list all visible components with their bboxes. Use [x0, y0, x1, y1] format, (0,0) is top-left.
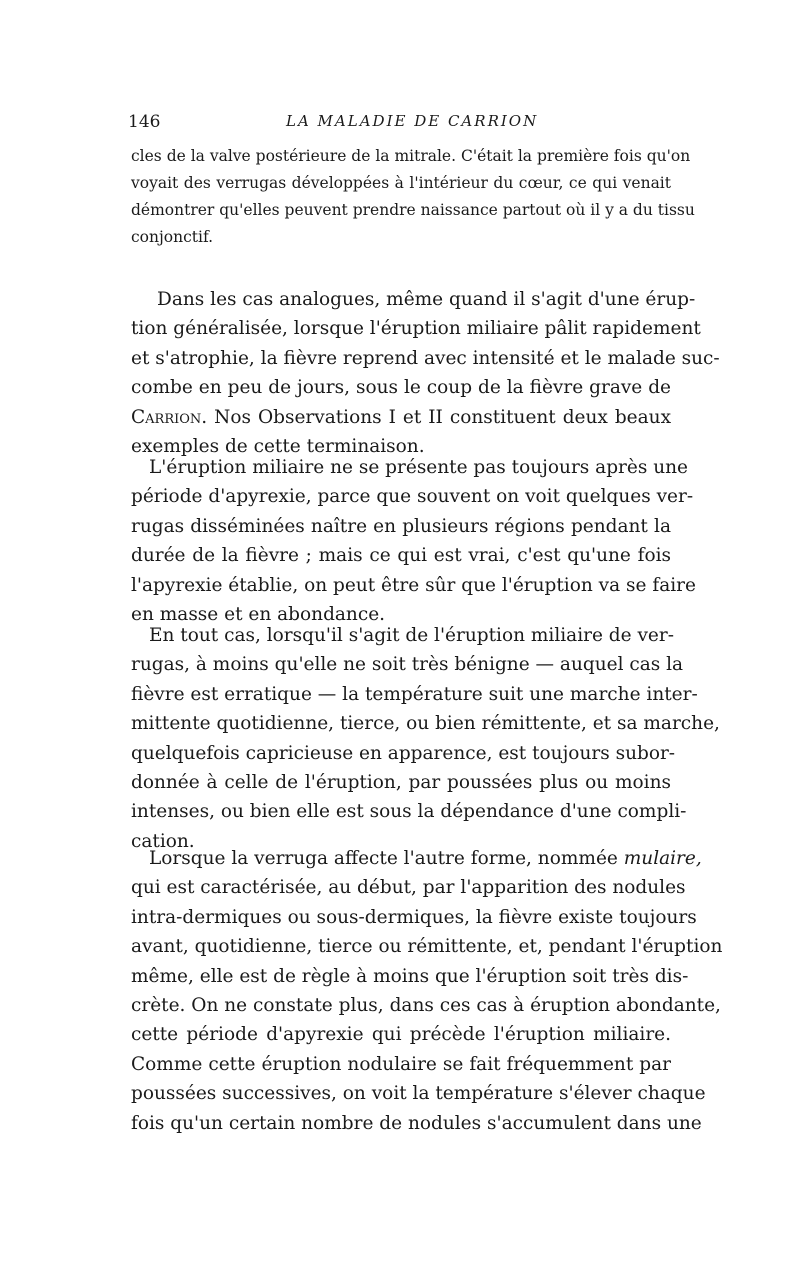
running-header — [128, 112, 673, 136]
text-line: tion généralisée, lorsque l'éruption miliaire pâlit rapidement — [131, 318, 701, 340]
text-line: avant, quotidienne, tierce ou rémittente, et, pendant l'éruption — [131, 936, 723, 958]
text-line: combe en peu de jours, sous le coup de la fièvre grave de — [131, 377, 671, 399]
text-line: quelquefois capricieuse en apparence, est toujours subor- — [131, 742, 676, 764]
text-line: durée de la fièvre ; mais ce qui est vrai, c'est qu'une fois — [131, 545, 671, 567]
text-line: fois qu'un certain nombre de nodules s'accumulent dans une — [131, 1112, 702, 1134]
text-fragment: Lorsque la verruga affecte l'autre forme, nommée — [149, 848, 624, 869]
text-line: qui est caractérisée, au début, par l'apparition des nodules — [131, 877, 686, 899]
text-line: rugas disséminées naître en plusieurs régions pendant la — [131, 515, 671, 537]
author-name: Carrion — [131, 406, 202, 428]
text-line: rugas, à moins qu'elle ne soit très bénigne — auquel cas la — [131, 654, 684, 676]
italic-term: mulaire, — [623, 848, 702, 869]
text-line: et s'atrophie, la fièvre reprend avec intensité et le malade suc- — [131, 347, 720, 369]
text-line: période d'apyrexie, parce que souvent on voit quelques ver- — [131, 486, 694, 508]
paragraph-analogous-cases — [131, 285, 720, 461]
text-line: Comme cette éruption nodulaire se fait fréquemment par — [131, 1053, 671, 1075]
text-line: en masse et en abondance. — [131, 603, 386, 625]
text-line: crète. On ne constate plus, dans ces cas à éruption abondante, — [131, 994, 721, 1016]
text-line: intra-dermiques ou sous-dermiques, la fièvre existe toujours — [131, 906, 697, 928]
text-line: cation. — [131, 830, 195, 852]
text-line: poussées successives, on voit la température s'élever chaque — [131, 1083, 706, 1105]
text-line: L'éruption miliaire ne se présente pas toujours après une — [149, 457, 688, 478]
running-title: LA MALADIE DE CARRION — [286, 112, 539, 130]
text-line: démontrer qu'elles peuvent prendre naissance partout où il y a du tissu — [131, 201, 695, 219]
text-line: intenses, ou bien elle est sous la dépendance d'une compli- — [131, 801, 687, 823]
text-line: conjonctif. — [131, 228, 214, 246]
paragraph-mulaire-form — [131, 844, 723, 1138]
text-line: donnée à celle de l'éruption, par poussées plus ou moins — [131, 771, 671, 793]
text-line: voyait des verrugas développées à l'intérieur du cœur, ce qui venait — [131, 174, 671, 192]
text-line: même, elle est de règle à moins que l'éruption soit très dis- — [131, 965, 689, 987]
text-line: mittente quotidienne, tierce, ou bien rémittente, et sa marche, — [131, 713, 720, 735]
text-line: cles de la valve postérieure de la mitrale. C'était la première fois qu'on — [131, 147, 691, 165]
text-line: cette période d'apyrexie qui précède l'éruption miliaire. — [131, 1024, 671, 1046]
text-line: Dans les cas analogues, même quand il s'agit d'une érup- — [157, 289, 696, 310]
text-line: fièvre est erratique — la température suit une marche inter- — [131, 683, 698, 705]
text-line: En tout cas, lorsqu'il s'agit de l'éruption miliaire de ver- — [149, 625, 674, 646]
text-line — [131, 844, 702, 873]
paragraph-temperature — [131, 621, 720, 856]
continuation-paragraph — [131, 143, 695, 251]
text-line — [131, 403, 671, 432]
text-line: l'apyrexie établie, on peut être sûr que l'éruption va se faire — [131, 574, 696, 596]
text-line: exemples de cette terminaison. — [131, 435, 425, 457]
page-number: 146 — [128, 112, 161, 132]
text-fragment: . Nos Observations I et II constituent deux beaux — [201, 406, 671, 428]
paragraph-miliary-eruption — [131, 453, 696, 629]
